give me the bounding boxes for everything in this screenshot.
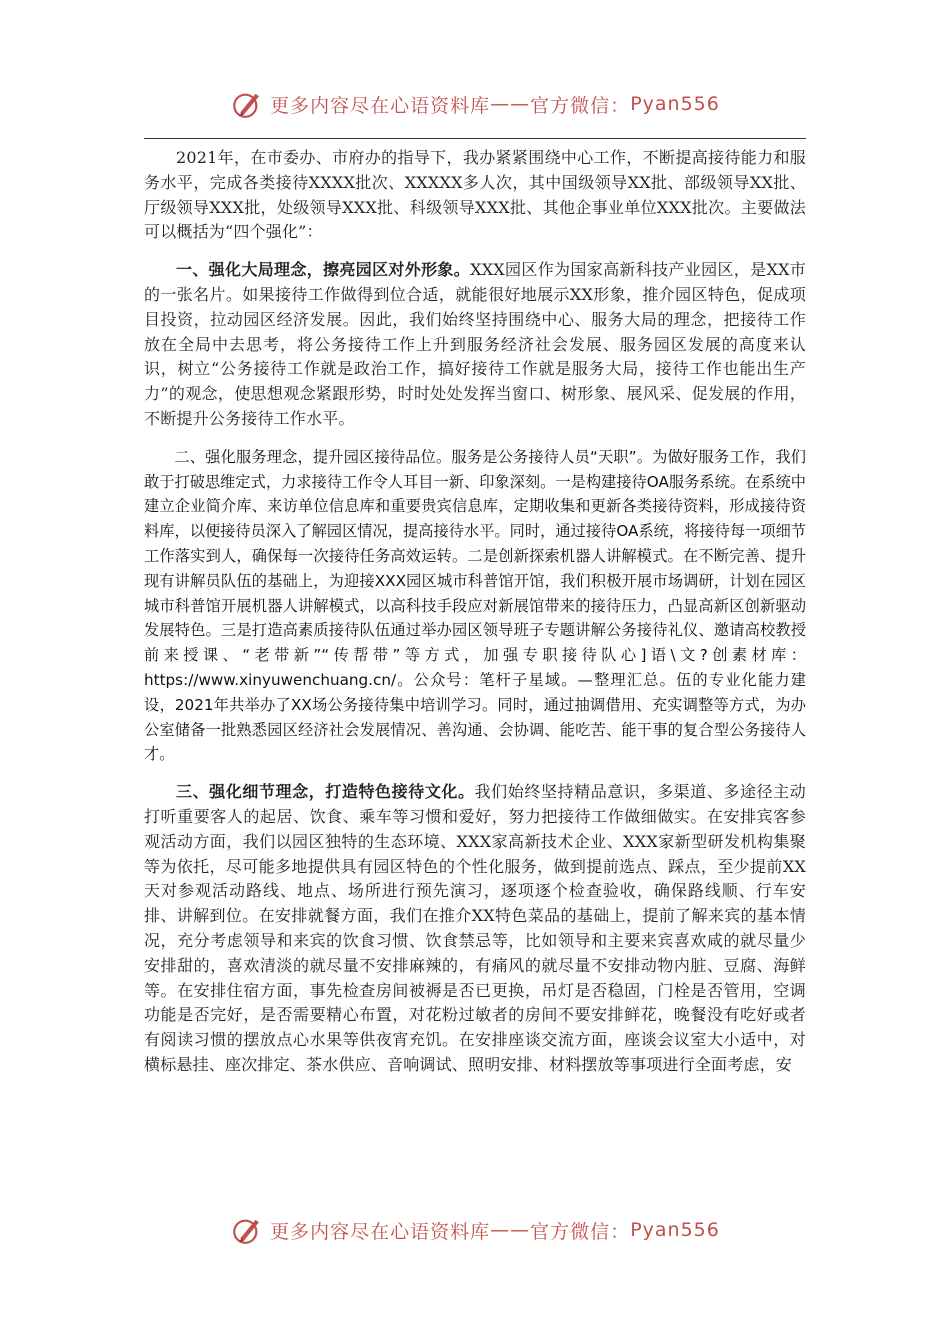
banner-wechat-id: Pyan556 bbox=[630, 93, 720, 115]
pen-logo-icon bbox=[230, 87, 264, 121]
section-3-heading: 三、强化细节理念，打造特色接待文化。 bbox=[176, 782, 475, 802]
paragraph-intro bbox=[144, 146, 806, 245]
paragraph-intro-text: 2021年，在市委办、市府办的指导下，我办紧紧围绕中心工作，不断提高接待能力和服务水平，完成各类接待XXXX批次、XXXXX多人次，其中国级领导XX批、部级领导XX批、厅级领导XXX批，处级领导XXX批、科级领导XXX批、其他企事业单位XXX批次。主要做法可以概括为“四个强化”： bbox=[144, 148, 806, 242]
paragraph-section-1 bbox=[144, 258, 806, 432]
document-body bbox=[144, 146, 806, 1078]
section-1-heading: 一、强化大局理念，擦亮园区对外形象。 bbox=[176, 260, 471, 280]
banner-wechat-label: 官方微信： bbox=[530, 94, 631, 117]
footer-banner-dash: —— bbox=[490, 1219, 531, 1241]
banner-text: 更多内容尽在心语资料库 bbox=[270, 94, 491, 117]
pen-logo-icon bbox=[230, 1213, 264, 1247]
header-rule bbox=[144, 138, 806, 139]
section-2-text: 二、强化服务理念，提升园区接待品位。服务是公务接待人员“天职”。为做好服务工作，我们敢于打破思维定式，力求接待工作令人耳目一新、印象深刻。一是构建接待OA服务系统。在系统中建立企业简介库、来访单位信息库和重要贵宾信息库，定期收集和更新各类接待资料，形成接待资料库，以便接待员深入了解园区情况，提高接待水平。同时，通过接待OA系统，将接待每一项细节工作落实到人，确保每一次接待任务高效运转。二是创新探索机器人讲解模式。在不断完善、提升现有讲解员队伍的基础上，为迎接XXX园区城市科普馆开馆，我们积极开展市场调研，计划在园区城市科普馆开展机器人讲解模式，以高科技手段应对新展馆带来的接待压力，凸显高新区创新驱动发展特色。三是打造高素质接待队伍通过举办园区领导班子专题讲解公务接待礼仪、邀请高校教授前来授课、“老带新”“传帮带”等方式，加强专职接待队心]语\文?创素材库：https://www.xinyuwenchuang.cn/。公众号：笔杆子星域。—整理汇总。伍的专业化能力建设，2021年共举办了XX场公务接待集中培训学习。同时，通过抽调借用、充实调整等方式，为办公室储备一批熟悉园区经济社会发展情况、善沟通、会协调、能吃苦、能干事的复合型公务接待人才。 bbox=[144, 447, 806, 764]
section-1-text: XXX园区作为国家高新科技产业园区，是XX市的一张名片。如果接待工作做得到位合适，就能很好地展示XX形象，推介园区特色，促成项目投资，拉动园区经济发展。因此，我们始终坚持围绕中心、服务大局的理念，把接待工作放在全局中去思考，将公务接待工作上升到服务经济社会发展、服务园区发展的高度来认识，树立“公务接待工作就是政治工作，搞好接待工作就是服务大局，接待工作也能出生产力”的观念，使思想观念紧跟形势，时时处处发挥当窗口、树形象、展风采、促发展的作用，不断提升公务接待工作水平。 bbox=[144, 260, 806, 428]
footer-banner-wechat-id: Pyan556 bbox=[630, 1219, 720, 1241]
section-3-text: 我们始终坚持精品意识，多渠道、多途径主动打听重要客人的起居、饮食、乘车等习惯和爱好，努力把接待工作做细做实。在安排宾客参观活动方面，我们以园区独特的生态环境、XXX家高新技术企业、XXX家新型研发机构集聚等为依托，尽可能多地提供具有园区特色的个性化服务，做到提前选点、踩点，至少提前XX天对参观活动路线、地点、场所进行预先演习，逐项逐个检查验收，确保路线顺、行车安排、讲解到位。在安排就餐方面，我们在推介XX特色菜品的基础上，提前了解来宾的基本情况，充分考虑领导和来宾的饮食习惯、饮食禁忌等，比如领导和主要来宾喜欢咸的就尽量少安排甜的，喜欢清淡的就尽量不安排麻辣的，有痛风的就尽量不安排动物内脏、豆腐、海鲜等。在安排住宿方面，事先检查房间被褥是否已更换，吊灯是否稳固，门栓是否管用，空调功能是否完好，是否需要精心布置，对花粉过敏者的房间不要安排鲜花，晚餐没有吃好或者有阅读习惯的摆放点心水果等供夜宵充饥。在安排座谈交流方面，座谈会议室大小适中，对横标悬挂、座次排定、茶水供应、音响调试、照明安排、材料摆放等事项进行全面考虑，安 bbox=[144, 782, 806, 1074]
footer-banner bbox=[0, 1210, 950, 1250]
banner-dash: —— bbox=[490, 93, 531, 115]
paragraph-section-3 bbox=[144, 780, 806, 1078]
header-banner bbox=[0, 84, 950, 124]
paragraph-section-2 bbox=[144, 445, 806, 767]
footer-banner-wechat-label: 官方微信： bbox=[530, 1220, 631, 1243]
footer-banner-text: 更多内容尽在心语资料库 bbox=[270, 1220, 491, 1243]
